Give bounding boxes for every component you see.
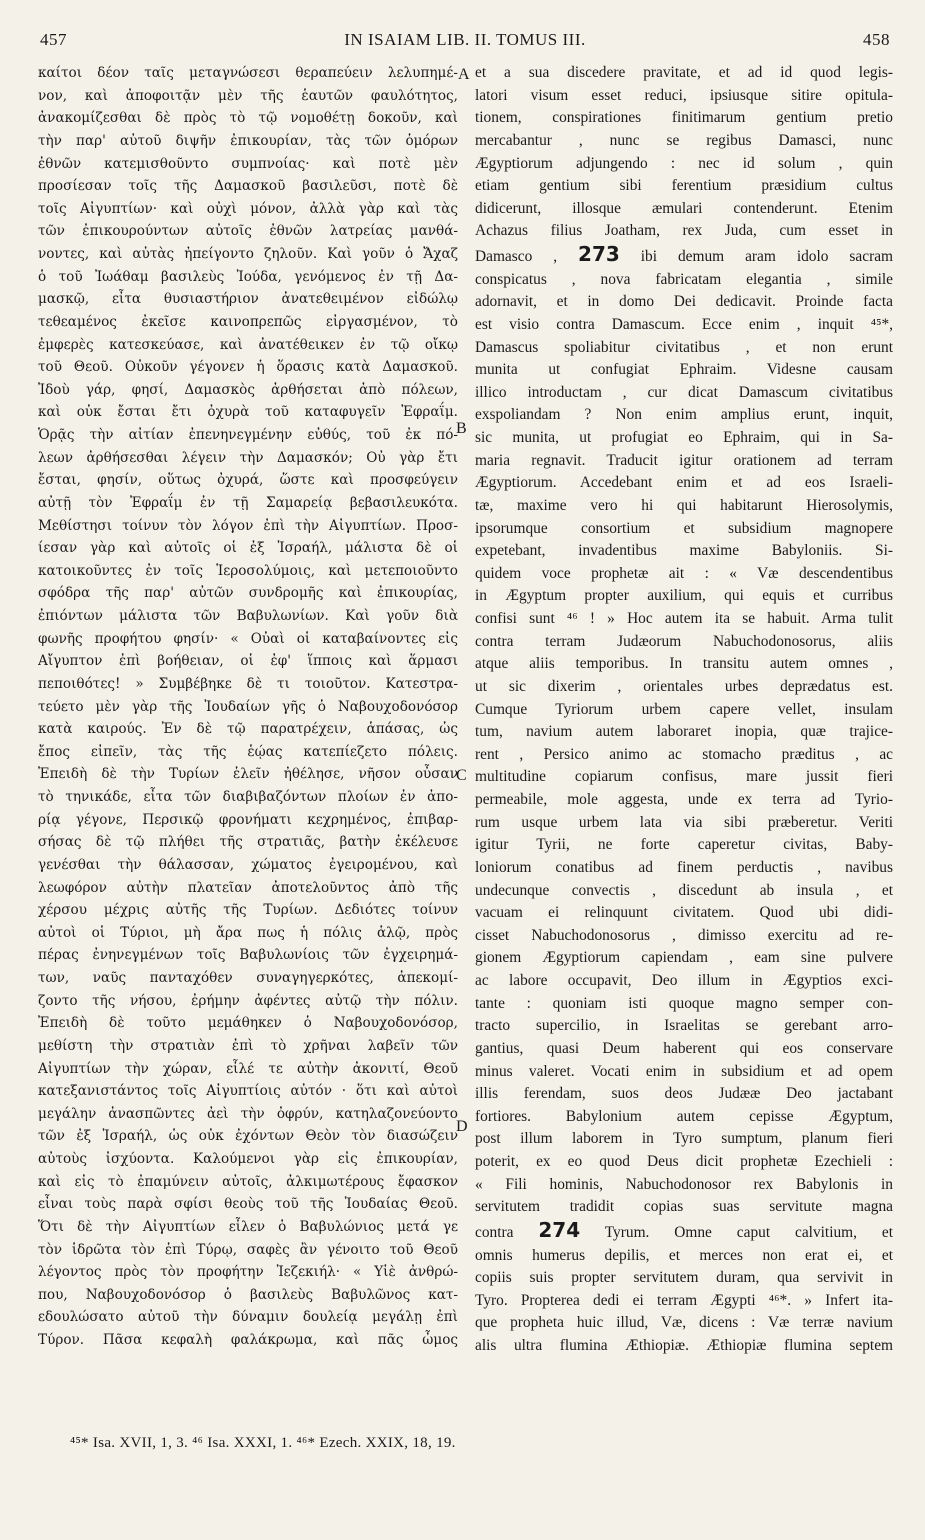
latin-text-line: est visio contra Damascum. Ecce enim , inquit ⁴⁵*,	[475, 315, 893, 333]
latin-text-line: poterit, ex eo quod Deus dicit prophetæ Ezechieli :	[475, 1153, 893, 1170]
latin-text-line: tionem, conspirationes finitimarum gentium pretio	[475, 109, 893, 127]
latin-column	[475, 62, 893, 1358]
page-marker-number: 274	[538, 1218, 581, 1242]
latin-text-line: cisset Nabuchodonosorus , dimisso exercitu ad re-	[475, 926, 893, 944]
greek-text-line: τὸν ἱδρῶτα τὸν ἐπὶ Τύρῳ, σαφὲς ἂν γένοιτο τοῦ Θεοῦ	[38, 1241, 458, 1258]
running-header	[40, 30, 890, 58]
greek-text-line: αὐτοὺς ἰσχύοντα. Καλούμενοι γὰρ εἰς ἐπικουρίαν,	[38, 1151, 458, 1167]
latin-text-line: mercabantur , nunc se regibus Damasci, nunc	[475, 131, 893, 149]
greek-text-line: Αἴγυπτον ἐπὶ βοήθειαν, οἱ ἐφ' ἵπποις καὶ ἅρμασι	[38, 653, 458, 670]
latin-text-line: contra 274 Tyrum. Omne caput calvitium, et	[475, 1218, 893, 1242]
greek-text-line: τεθεαμένος ἐκεῖσε καινοπρεπῶς εἰργασμένον, τὸ	[38, 313, 458, 330]
greek-text-line: μεθίστη τὴν στρατιὰν ἐπὶ τὸ χρῆναι λαβεῖν τῶν	[38, 1037, 458, 1054]
footnotes: ⁴⁵* Isa. XVII, 1, 3. ⁴⁶ Isa. XXXI, 1. ⁴⁶* Ezech. XXIX, 18, 19.	[70, 1435, 456, 1451]
latin-text-line: alis ultra flumina Æthiopiæ. Æthiopiæ flumina septem	[475, 1337, 893, 1354]
latin-text-line: quidem voce prophetæ ait : « Væ descendentibus	[475, 564, 893, 582]
latin-text-line: ac labore occupavit, Deo illum in Ægyptios exci-	[475, 972, 893, 989]
greek-text-line: των, ναῦς πανταχόθεν συναγηγερκότες, ἀπεκομί-	[38, 970, 458, 986]
latin-text-line: gionem Ægyptiorum capiendam , eam sine pulvere	[475, 949, 893, 967]
greek-text-line: τῶν ἐπικουρούντων αὐτοῖς ἐθνῶν λατρείας μανθά-	[38, 223, 458, 240]
latin-text-line: igitur Tyrii, ne forte caperetur civitas, Baby-	[475, 836, 893, 854]
latin-text-line: etiam gentium sibi ferentium præsidium cultus	[475, 177, 893, 195]
latin-text-line: copiis suis propter servitutem duram, qua servivit in	[475, 1269, 893, 1287]
greek-text-line: πεποιθότες! » Συμβέβηκε δὲ τι τοιοῦτον. Κατεστρα-	[38, 675, 458, 692]
latin-text-line: « Fili hominis, Nabuchodonosor rex Babylonis in	[475, 1175, 893, 1193]
greek-text-line: ζοντο τῆς νήσου, ἐρήμην ἀφέντες αὐτῷ τὴν πόλιν.	[38, 992, 458, 1009]
greek-text-line: λεων ἀρθήσεσθαι λέγειν τὴν Δαμασκόν; Οὐ γὰρ ἔτι	[38, 449, 458, 466]
latin-text-line: undecunque convectis , discedunt ab insula , et	[475, 881, 893, 899]
latin-text-line: tante : quoniam isti quoque magno semper con-	[475, 994, 893, 1012]
greek-text-line: αὐτῇ τὸν Ἐφραΐμ ἐν τῇ Σαμαρείᾳ βεβασιλευκότα.	[38, 494, 458, 511]
greek-text-line: κατὰ καιρούς. Ἐν δὲ τῷ παρατρέχειν, ἁπάσας, ὡς	[38, 721, 458, 738]
greek-text-line: Ἰδοὺ γάρ, φησί, Δαμασκὸς ἀρθήσεται ἀπὸ πόλεων,	[38, 381, 458, 398]
greek-text-line: ἔσται, φησίν, οὕτως ὀχυρά, ὥστε καὶ προσφεύγειν	[38, 472, 458, 489]
greek-text-line: φωνῆς προφήτου φησίν· « Οὐαὶ οἱ καταβαίνοντες εἰς	[38, 630, 458, 647]
greek-text-line: καὶ εἰς τὸ ἐπαμύνειν αὐτοῖς, ἀλκιμωτέρους ἔφασκον	[38, 1173, 458, 1190]
latin-text-line: multitudine copiarum confisus, mare jussit fieri	[475, 768, 893, 786]
latin-text-line: adornavit, et in domo Dei dedicavit. Proinde facta	[475, 293, 893, 311]
greek-text-line: χέρσου μέχρις αὐτῆς τῆς Τυρίων. Δεδιότες τοίνυν	[38, 902, 458, 919]
page-marker-number: 273	[578, 243, 620, 266]
greek-text-line: νοντες, καὶ αὐτὰς ἠπείγοντο ζηλοῦν. Καὶ γοῦν ὁ Ἄχαζ	[38, 246, 458, 262]
greek-text-line: ρίᾳ γέγονε, Περσικῷ φρονήματι κεχρημένος, ἐπιβαρ-	[38, 811, 458, 828]
latin-text-line: Tyro. Propterea dedi ei terram Ægypti ⁴⁶*. » Infert ita-	[475, 1291, 893, 1309]
greek-text-line: σήσας δὲ τῷ πλήθει τῆς στρατιᾶς, βατὴν ἐκέλευσε	[38, 834, 458, 851]
greek-text-line: τῶν ἐξ Ἰσραήλ, ὡς οὐκ ἐχόντων Θεὸν τὸν διασώζειν	[38, 1128, 458, 1145]
greek-column	[38, 62, 458, 1352]
greek-text-line: προσίεσαν τοῖς τῆς Δαμασκοῦ βασιλεῦσι, ποτὲ δὲ	[38, 178, 458, 195]
latin-text-line: illis ferendam, suos deos Judææ Deo jactabant	[475, 1085, 893, 1103]
running-title: IN ISAIAM LIB. II. TOMUS III.	[344, 30, 586, 49]
greek-text-line: καίτοι δέον ταῖς μεταγνώσεσι θεραπεύειν λελυπημέ-	[38, 65, 458, 81]
page-number-left: 457	[40, 30, 67, 49]
latin-text-line: rent , Persico animo ac stomacho præditus , ac	[475, 745, 893, 763]
latin-text-line: rum usque urbem lata via sibi præberetur. Veriti	[475, 813, 893, 831]
greek-text-line: σφόδρα τῆς παρ' αὐτῶν συνδρομῆς καὶ ἐπικουρίας,	[38, 585, 458, 602]
latin-text-line: loniorum conatibus ad finem perductis , navibus	[475, 858, 893, 876]
latin-text-line: fortiores. Babylonium autem cepisse Ægyptum,	[475, 1107, 893, 1125]
latin-text-line: Cumque Tyriorum urbem capere vellet, insulam	[475, 700, 893, 718]
greek-text-line: κατεξανιστάντος τοῖς Αἰγυπτίοις αὐτόν · ὅτι καὶ αὐτοὶ	[38, 1083, 458, 1100]
greek-text-line: τὸ τηνικάδε, εἶτα τῶν διαβιβαζόντων πλοίων ἐν ἀπο-	[38, 789, 458, 805]
latin-text-line: tracto supercilio, in Israelitas se gerebant arro-	[475, 1017, 893, 1035]
latin-text-line: Damascus spoliabitur civitatibus , et non erunt	[475, 338, 893, 356]
latin-text-line: permeabile, mole aggesta, unde ex terra ad Tyrio-	[475, 791, 893, 808]
greek-text-line: ἐμφερὲς κατεσκεύασε, καὶ ἀνατέθεικεν ἐν τῷ οἴκῳ	[38, 336, 458, 353]
latin-text-line: expetebant, invadentibus maxime Babyloniis. Si-	[475, 542, 893, 560]
greek-text-line: Μεθίστησι τοίνυν τὸν λόγον ἐπὶ τὴν Αἰγυπτίων. Προσ-	[38, 517, 458, 534]
greek-text-line: Τύρον. Πᾶσα κεφαλὴ φαλάκρωμα, καὶ πᾶς ὦμος	[38, 1332, 458, 1348]
greek-text-line: λεωφόρον αὐτὴν πλατεῖαν ἀποτελοῦντος ἀπὸ τῆς	[38, 879, 458, 896]
greek-text-line: ἐπιόντων μάλιστα τῶν Βαβυλωνίων. Καὶ γοῦν διὰ	[38, 608, 458, 624]
latin-text-line: exspoliandam ? Non enim amplius erunt, inquit,	[475, 406, 893, 424]
greek-text-line: ἀνακομίζεσθαι δὲ πρὸς τὸ τῷ νομοθέτῃ δοκοῦν, καὶ	[38, 110, 458, 127]
latin-text-line: Ægyptiorum. Accedebant enim et ad eos Israeli-	[475, 474, 893, 492]
greek-text-line: τὴν παρ' αὐτοῦ διψῆν ἐπικουρίαν, τὰς τῶν ὁμόρων	[38, 132, 458, 149]
greek-text-line: ἐθνῶν κατεμισθοῦντο συμπνοίας· καὶ ποτὲ μὲν	[38, 155, 458, 172]
latin-text-line: post illum laborem in Tyro sumptum, planum fieri	[475, 1130, 893, 1148]
latin-text-line: tum, navium autem laboraret inopia, quæ trajice-	[475, 723, 893, 741]
greek-text-line: καὶ οὐκ ἔσται ἔτι ὀχυρὰ τοῦ καταφυγεῖν Ἐφραΐμ.	[38, 404, 458, 421]
latin-text-line: ipsorumque consortium et subsidium magnopere	[475, 519, 893, 537]
latin-text-line: atque aliis temporibus. In transitu autem omnes ,	[475, 655, 893, 673]
greek-text-line: Ἐπειδὴ δὲ τοῦτο μεμάθηκεν ὁ Ναβουχοδονόσορ,	[38, 1015, 458, 1032]
latin-text-line: vacuam ei relinquunt civitatem. Quod ubi didi-	[475, 904, 893, 922]
greek-text-line: Αἰγυπτίων τὴν χώραν, εἷλέ τε αὐτὴν ἀκονιτί, Θεοῦ	[38, 1060, 458, 1077]
latin-text-line: Damasco , 273 ibi demum aram idolo sacram	[475, 243, 893, 266]
page-number-right: 458	[863, 30, 890, 49]
latin-text-line: que propheta huic illud, Væ, dicens : Væ terræ navium	[475, 1314, 893, 1332]
latin-text-line: minus valeret. Vocati enim in subsidium et ad opem	[475, 1062, 893, 1080]
greek-text-line: εἶναι τοὺς παρὰ σφίσι θεοὺς τοῦ τῆς Ἰουδαίας Θεοῦ.	[38, 1196, 458, 1213]
greek-text-line: εδουλώσατο αὐτοῦ τὴν δύναμιν δουλείᾳ μεγάλῃ ἐπὶ	[38, 1309, 458, 1326]
latin-text-line: Achazus filius Joatham, rex Juda, cum esset in	[475, 222, 893, 240]
latin-text-line: conspicatus , nova fabricatam elegantia , simile	[475, 270, 893, 288]
greek-text-line: κατοικοῦντες ἐν τοῖς Ἱεροσολύμοις, καὶ μετεποιοῦντο	[38, 562, 458, 579]
latin-text-line: contra terram Judæorum Nabuchodonosorus, aliis	[475, 632, 893, 650]
greek-text-line: Ὅτι δὲ τὴν Αἰγυπτίων εἷλεν ὁ Βαβυλώνιος μετά γε	[38, 1218, 458, 1235]
greek-text-line: Ἐπειδὴ δὲ τὴν Τυρίων ἑλεῖν ἠθέλησε, νῆσον οὖσαν	[38, 766, 458, 783]
margin-letter-b: B	[456, 420, 467, 437]
greek-text-line: ἔπος εἰπεῖν, τὰς τῆς ἑῴας κατεπίεζετο πόλεις.	[38, 743, 458, 760]
greek-text-line: πέρας ἐνηνεγμένων τοῖς Βαβυλωνίοις τῶν ἐγχειρημά-	[38, 947, 458, 964]
greek-text-line: νον, καὶ ἀποφοιτᾷν μὲν τῆς ἑαυτῶν φαυλότητος,	[38, 87, 458, 104]
margin-letter-a: A	[458, 66, 470, 83]
greek-text-line: ὁ τοῦ Ἰωάθαμ βασιλεὺς Ἰούδα, γενόμενος ἐν τῇ Δα-	[38, 268, 458, 285]
latin-text-line: Ægyptiorum adjungendo : nec id solum , quin	[475, 154, 893, 172]
greek-text-line: τοῦ Θεοῦ. Οὐκοῦν γέγονεν ἡ ὅρασις κατὰ Δαμασκοῦ.	[38, 359, 458, 376]
greek-text-line: τοῖς Αἰγυπτίων· καὶ οὐχὶ μόνον, ἀλλὰ γὰρ καὶ τὰς	[38, 200, 458, 217]
latin-text-line: confisi sunt ⁴⁶ ! » Hoc autem ita se habuit. Arma tulit	[475, 610, 893, 627]
greek-text-line: λέγοντος πρὸς τὸν προφήτην Ἰεζεκιήλ· « Υἱὲ ἀνθρώ-	[38, 1264, 458, 1281]
latin-text-line: latori visum esset reduci, ipsiusque sitire opitula-	[475, 86, 893, 104]
greek-text-line: που, Ναβουχοδονόσορ ὁ βασιλεὺς Βαβυλῶνος κατ-	[38, 1286, 458, 1303]
greek-text-line: μασκῷ, εἶτα θυσιαστήριον ἀνατεθειμένον εἰδώλῳ	[38, 291, 458, 308]
latin-text-line: illico introductam , cur dicat Damascum civitatibus	[475, 383, 893, 401]
latin-text-line: munita ut confugiat Ephraim. Videsne causam	[475, 361, 893, 379]
latin-text-line: omnis humerus depilis, et merces non erat ei, et	[475, 1246, 893, 1264]
greek-text-line: τεύετο μὲν γὰρ τῆς Ἰουδαίων γῆς ὁ Ναβουχοδονόσορ	[38, 698, 458, 715]
greek-text-line: γενέσθαι τὴν θάλασσαν, χώματος ἐγειρομένου, καὶ	[38, 856, 458, 873]
latin-text-line: servitutem tradidit copias suas servitute magna	[475, 1198, 893, 1216]
greek-text-line: μεγάλην ἀνασπῶντες ἀεὶ τὴν ὀφρύν, κατηλαζονεύοντο	[38, 1105, 458, 1122]
latin-text-line: sic munita, ut profugiat eo Ephraim, qui in Sa-	[475, 429, 893, 446]
latin-text-line: in Ægyptum propter auxilium, qui equis et curribus	[475, 587, 893, 605]
greek-text-line: ίεσαν γὰρ καὶ αὐτοῖς οἱ ἐξ Ἰσραήλ, μάλιστα δὲ οἱ	[38, 540, 458, 557]
latin-text-line: ut sic dixerim , orientales urbes deprædatus est.	[475, 677, 893, 695]
latin-text-line: tæ, maxime vero hi qui habitarunt Hierosolymis,	[475, 496, 893, 514]
latin-text-line: maria regnavit. Traducit igitur orationem ad terram	[475, 451, 893, 469]
margin-letter-c: C	[456, 767, 467, 784]
latin-text-line: didicerunt, illosque æmulari contenderunt. Etenim	[475, 199, 893, 217]
latin-text-line: gantius, quasi Deum haberent qui eos conservare	[475, 1039, 893, 1057]
margin-letter-d: D	[456, 1118, 468, 1135]
greek-text-line: Ὁρᾷς τὴν αἰτίαν ἐπενηνεγμένην εὐθύς, τοῦ ἐκ πό-	[38, 427, 458, 443]
greek-text-line: αὐτοὶ οἱ Τύριοι, μὴ ἄρα πως ἡ πόλις ἁλῷ, πρὸς	[38, 924, 458, 941]
latin-text-line: et a sua discedere pravitate, et ad id quod legis-	[475, 64, 893, 81]
